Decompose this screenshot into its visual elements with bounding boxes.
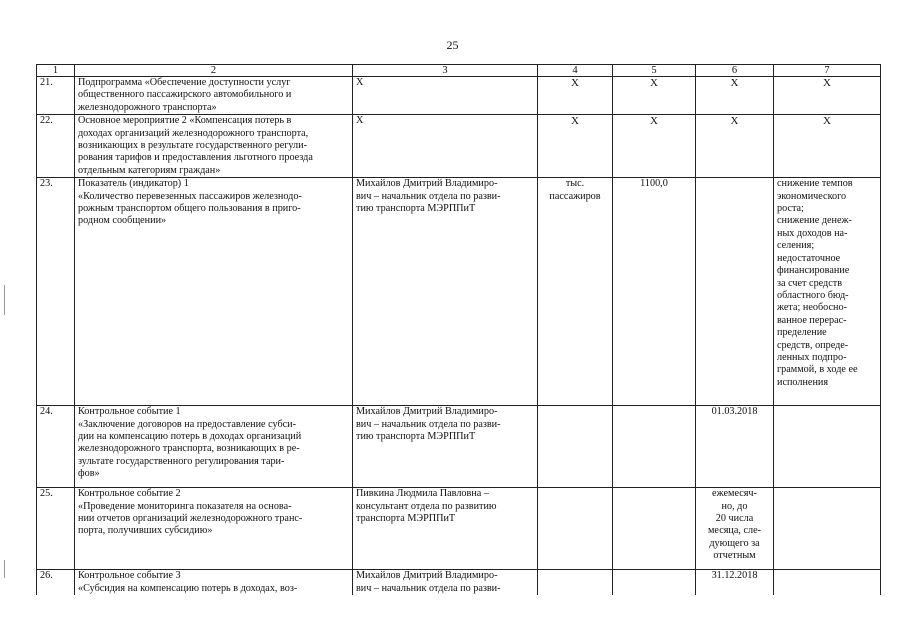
cell-text-line: вич – начальник отдела по разви- (356, 190, 501, 202)
cell-text-line: вич – начальник отдела по разви- (356, 418, 501, 430)
row-risks (774, 77, 881, 115)
row-value (613, 488, 696, 570)
cell-text-line: Михайлов Дмитрий Владимиро- (356, 570, 498, 582)
row-risks (774, 406, 881, 488)
row-risks (774, 115, 881, 178)
cell-text-line: жета; необосно- (777, 302, 847, 314)
cell-text-line: Основное мероприятие 2 «Компенсация потерь в (78, 115, 292, 127)
cell-text-line: доходах организаций железнодорожного транспорта, (78, 127, 309, 139)
row-unit (538, 570, 613, 595)
cell-text-line: тыс. (565, 178, 585, 190)
table-row (37, 406, 881, 488)
cell-text-line: граммой, в ходе ее (777, 364, 858, 376)
cell-text-line: «Проведение мониторинга показателя на основа- (78, 500, 292, 512)
cell-text-line: Контрольное событие 1 (78, 406, 181, 418)
table-row (37, 115, 881, 178)
column-number: 6 (696, 65, 774, 77)
row-deadline (696, 115, 774, 178)
cell-text-line: Михайлов Дмитрий Владимиро- (356, 406, 498, 418)
row-deadline (696, 488, 774, 570)
row-value (613, 115, 696, 178)
cell-text-line: областного бюд- (777, 289, 849, 301)
row-responsible (353, 488, 538, 570)
page-number: 25 (446, 38, 459, 52)
cell-text-line: отчетным (713, 550, 756, 562)
row-number (37, 77, 75, 115)
cell-text-line: снижение темпов (777, 178, 853, 190)
cell-text-line: пределение (777, 327, 827, 339)
column-number: 1 (37, 65, 75, 77)
cell-text-line: рования тарифов и предоставления льготного проезда (78, 152, 313, 164)
cell-text-line: экономического (777, 190, 847, 202)
cell-text-line: ных доходов на- (777, 227, 848, 239)
cell-text-line: Х (730, 77, 739, 89)
row-unit (538, 77, 613, 115)
cell-text-line: Михайлов Дмитрий Владимиро- (356, 178, 498, 190)
row-number (37, 178, 75, 406)
row-unit (538, 488, 613, 570)
row-unit (538, 115, 613, 178)
cell-text-line: исполнения (777, 376, 829, 388)
cell-text-line: Х (730, 115, 739, 128)
cell-text-line: дии на компенсацию потерь в доходах организаций (78, 431, 302, 443)
cell-text-line: порта, получивших субсидию» (78, 525, 213, 537)
column-number: 3 (353, 65, 538, 77)
row-number (37, 115, 75, 178)
row-number (37, 570, 75, 595)
cell-text-line: Х (823, 115, 831, 128)
cell-text-line: 01.03.2018 (711, 406, 758, 418)
cell-text-line: за счет средств (777, 277, 843, 289)
cell-text-line: зультате государственного регулирования тари- (78, 455, 285, 467)
cell-text-line: роста; (777, 203, 804, 215)
cell-text-line: 31.12.2018 (711, 570, 758, 582)
scan-margin-mark (4, 560, 5, 578)
cell-text-line: вич – начальник отдела по разви- (356, 582, 501, 594)
row-description (75, 570, 353, 595)
row-risks (774, 178, 881, 406)
cell-text-line: селения; (777, 240, 815, 252)
cell-text-line: тию транспорта МЭРППиТ (356, 431, 476, 443)
cell-text-line: рожным транспортом общего пользования в приго- (78, 203, 301, 215)
cell-text-line: фов» (78, 468, 100, 480)
row-value (613, 178, 696, 406)
cell-text-line: 20 числа (715, 513, 754, 525)
cell-text-line: ванное перерас- (777, 314, 847, 326)
cell-text-line: тию транспорта МЭРППиТ (356, 203, 476, 215)
row-deadline (696, 570, 774, 595)
cell-text-line: 23. (40, 178, 53, 190)
cell-text-line: общественного пассажирского автомобильного и (78, 89, 292, 101)
cell-text-line: средств, опреде- (777, 339, 849, 351)
row-responsible (353, 570, 538, 595)
column-number-row (37, 65, 881, 77)
cell-text-line: железнодорожного транспорта» (78, 101, 217, 113)
row-description (75, 178, 353, 406)
cell-text-line: Пивкина Людмила Павловна – (356, 488, 489, 500)
cell-text-line: финансирование (777, 265, 850, 277)
cell-text-line: пассажиров (549, 190, 601, 202)
cell-text-line: Х (650, 77, 658, 89)
indicator-table (36, 64, 881, 595)
cell-text-line: консультант отдела по развитию (356, 500, 497, 512)
scan-margin-mark (4, 285, 5, 315)
cell-text-line: Х (571, 77, 579, 89)
cell-text-line: Х (356, 77, 364, 88)
cell-text-line: «Заключение договоров на предоставление субси- (78, 418, 297, 430)
cell-text-line: Подпрограмма «Обеспечение доступности услуг (78, 77, 291, 88)
cell-text-line: Контрольное событие 3 (78, 570, 181, 582)
row-responsible (353, 115, 538, 178)
column-number: 4 (538, 65, 613, 77)
cell-text-line: транспорта МЭРППиТ (356, 513, 456, 525)
cell-text-line: ленных подпро- (777, 351, 847, 363)
cell-text-line: снижение денеж- (777, 215, 852, 227)
cell-text-line: родном сообщении» (78, 215, 167, 227)
cell-text-line: железнодорожного транспорта, возникающих в ре- (78, 443, 300, 455)
cell-text-line: нии отчетов организаций железнодорожного транс- (78, 513, 303, 525)
cell-text-line: но, до (721, 500, 748, 512)
column-number: 2 (75, 65, 353, 77)
cell-text-line: ежемесяч- (712, 488, 757, 500)
column-number: 7 (774, 65, 881, 77)
row-number (37, 488, 75, 570)
cell-text-line: 21. (40, 77, 53, 88)
row-responsible (353, 406, 538, 488)
cell-text-line: 25. (40, 488, 53, 500)
cell-text-line: отдельным категориям граждан» (78, 164, 221, 176)
cell-text-line: 1100,0 (640, 178, 668, 190)
cell-text-line: 24. (40, 406, 53, 418)
row-responsible (353, 77, 538, 115)
row-deadline (696, 178, 774, 406)
cell-text-line: Х (571, 115, 579, 128)
row-value (613, 406, 696, 488)
row-unit (538, 178, 613, 406)
row-description (75, 488, 353, 570)
cell-text-line: возникающих в результате государственного регули- (78, 140, 307, 152)
cell-text-line: «Количество перевезенных пассажиров железнодо- (78, 190, 302, 202)
cell-text-line: «Субсидия на компенсацию потерь в доходах, воз- (78, 582, 298, 594)
row-number (37, 406, 75, 488)
table-row (37, 77, 881, 115)
cell-text-line: дующего за (709, 537, 760, 549)
cell-text-line: Х (650, 115, 658, 128)
row-risks (774, 488, 881, 570)
cell-text-line: Х (823, 77, 831, 89)
row-deadline (696, 406, 774, 488)
row-risks (774, 570, 881, 595)
row-unit (538, 406, 613, 488)
row-deadline (696, 77, 774, 115)
cell-text-line: недостаточное (777, 252, 841, 264)
row-value (613, 77, 696, 115)
table-row (37, 570, 881, 595)
cell-text-line: Показатель (индикатор) 1 (78, 178, 189, 190)
table-row (37, 488, 881, 570)
row-description (75, 115, 353, 178)
cell-text-line: 22. (40, 115, 53, 127)
cell-text-line: месяца, сле- (707, 525, 762, 537)
column-number: 5 (613, 65, 696, 77)
row-description (75, 406, 353, 488)
cell-text-line: Х (356, 115, 364, 127)
table-row (37, 178, 881, 406)
row-description (75, 77, 353, 115)
cell-text-line: 26. (40, 570, 53, 582)
row-value (613, 570, 696, 595)
cell-text-line: Контрольное событие 2 (78, 488, 181, 500)
row-responsible (353, 178, 538, 406)
